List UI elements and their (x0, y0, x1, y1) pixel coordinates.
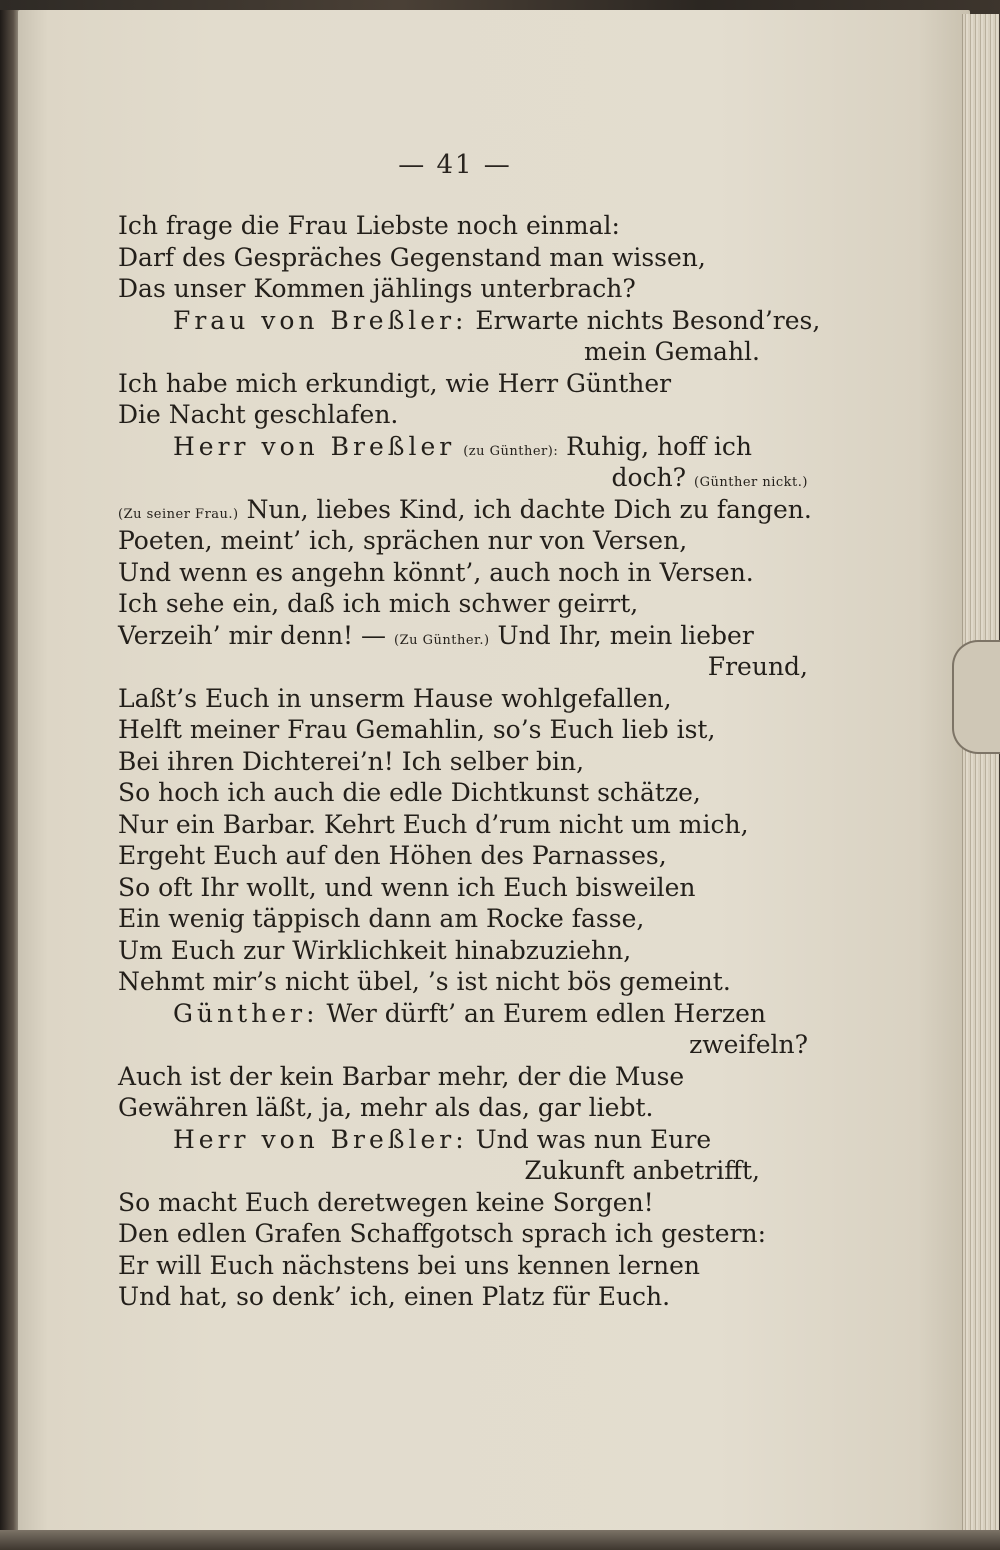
text-line: Auch ist der kein Barbar mehr, der die Muse (118, 1061, 685, 1091)
text-line: (Zu seiner Frau.) Nun, liebes Kind, ich dachte Dich zu fangen. (118, 494, 812, 524)
text-line: Zukunft anbetrifft, (524, 1156, 760, 1185)
speaker-name: Frau von Breßler: (173, 305, 468, 335)
text-line: Die Nacht geschlafen. (118, 400, 399, 429)
text-line: Ich sehe ein, daß ich mich schwer geirrt, (118, 589, 639, 618)
text-line: Verzeih’ mir denn! — (Zu Günther.) Und Ihr, mein lieber (118, 620, 754, 650)
dialogue-line: Günther: Wer dürft’ an Eurem edlen Herzen (173, 998, 767, 1028)
text-line: zweifeln? (689, 1030, 808, 1059)
text-line: Nehmt mir’s nicht übel, ’s ist nicht bös gemeint. (118, 967, 731, 996)
text-line: Laßt’s Euch in unserm Hause wohlgefallen, (118, 683, 672, 713)
dialogue-line: Herr von Breßler: Und was nun Eure (173, 1124, 712, 1154)
text-line: Ich habe mich erkundigt, wie Herr Günther (118, 368, 672, 398)
text-line: Er will Euch nächstens bei uns kennen lernen (118, 1250, 700, 1280)
stage-direction: (Günther nickt.) (694, 475, 808, 490)
stage-direction: (zu Günther): (463, 443, 559, 459)
dialogue-line: Herr von Breßler (zu Günther): Ruhig, hoff ich (173, 431, 753, 461)
text-line: Darf des Gespräches Gegenstand man wissen, (118, 242, 706, 272)
text-line: Bei ihren Dichterei’n! Ich selber bin, (118, 746, 585, 776)
text-line: Ich frage die Frau Liebste noch einmal: (118, 211, 620, 240)
text-line: Das unser Kommen jählings unterbrach? (118, 274, 636, 303)
text-line: Den edlen Grafen Schaffgotsch sprach ich gestern: (118, 1219, 767, 1248)
text-line: Um Euch zur Wirklichkeit hinabzuziehn, (118, 935, 632, 965)
text-line: Ergeht Euch auf den Höhen des Parnasses, (118, 841, 667, 870)
text-line: So macht Euch deretwegen keine Sorgen! (118, 1187, 654, 1217)
text-line: Und hat, so denk’ ich, einen Platz für Euch. (118, 1282, 671, 1311)
page-number: — 41 — (398, 150, 512, 180)
text-line: So hoch ich auch die edle Dichtkunst schätze, (118, 778, 701, 807)
text-line: Nur ein Barbar. Kehrt Euch d’rum nicht um mich, (118, 809, 749, 839)
text-line: Gewähren läßt, ja, mehr als das, gar liebt. (118, 1093, 654, 1122)
text-line: Poeten, meint’ ich, sprächen nur von Versen, (118, 526, 688, 555)
text-line: mein Gemahl. (584, 337, 760, 366)
text-line: Ein wenig täppisch dann am Rocke fasse, (118, 904, 645, 933)
page-stack-edge (962, 14, 999, 1534)
stage-direction: (Zu Günther.) (394, 632, 490, 648)
speaker-name: Günther: (173, 998, 319, 1028)
book-bottom-edge (0, 1530, 1000, 1550)
text-body (118, 210, 821, 1313)
text-line: Helft meiner Frau Gemahlin, so’s Euch lieb ist, (118, 715, 716, 744)
speaker-name: Herr von Breßler (173, 431, 456, 461)
dialogue-line: Frau von Breßler: Erwarte nichts Besond’res, (173, 305, 821, 335)
stage-direction: (Zu seiner Frau.) (118, 506, 239, 522)
text-line: Freund, (707, 652, 808, 681)
speaker-name: Herr von Breßler: (173, 1124, 468, 1154)
text-line: So oft Ihr wollt, und wenn ich Euch bisweilen (118, 872, 696, 902)
text-line: Und wenn es angehn könnt’, auch noch in Versen. (118, 557, 754, 587)
bookmark-tab (952, 640, 1000, 754)
text-line: doch? (Günther nickt.) (611, 463, 808, 492)
